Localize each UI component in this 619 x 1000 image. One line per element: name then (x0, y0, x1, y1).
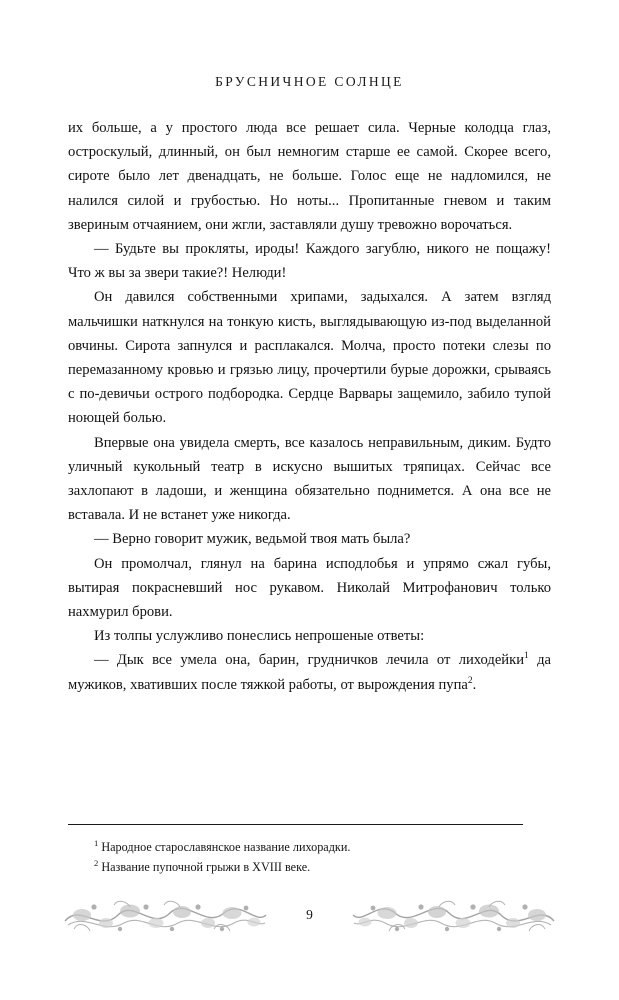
body-text (68, 116, 551, 697)
footnote-1-marker: 1 (94, 837, 99, 848)
paragraph-5: — Верно говорит мужик, ведьмой твоя мать была? (94, 531, 411, 548)
page-number: 9 (306, 907, 313, 922)
footnote-1 (68, 838, 551, 858)
footnote-marker-2: 2 (467, 675, 473, 686)
paragraph-8-with-footnotes (68, 648, 551, 696)
paragraph-8-text-before: — Дык все умела она, барин, грудничков лечила от лиходейки (94, 652, 525, 669)
footnote-marker-1: 1 (524, 651, 529, 662)
paragraph-6: Он промолчал, глянул на барина исподлобья и упрямо сжал губы, вытирая покрасневший нос рукавом. Николай Митрофанович только нахмурил брови. (68, 555, 551, 621)
paragraph-1: их больше, а у простого люда все решает сила. Черные колодца глаз, остроскулый, длинный, он был немногим старше ее самой. Скорее всего, сироте было лет двенадцать, не больше. Голос еще не надломился, не налился силой и грубостью. Но ноты... Пропитанные гневом и таким звериным отчаянием, они жгли, заставляли душу тревожно ворочаться. (68, 120, 551, 233)
paragraph-7: Из толпы услужливо понеслись непрошеные ответы: (94, 628, 425, 645)
page-footer (0, 895, 619, 951)
footnote-area (68, 824, 551, 877)
floral-ornament-right-icon (349, 895, 559, 937)
paragraph-3: Он давился собственными хрипами, задыхался. А затем взгляд мальчишки наткнулся на тонкую кисть, выглядывающую из-под выделанной овчины. Сирота запнулся и расплакался. Молча, просто потеки слезы по перемазанному кровью и грязью лицу, прочертили бурые дорожки, срываясь с по-девичьи острого подбородка. Сердце Варвары защемило, забило тупой ноющей болью. (68, 289, 551, 427)
footnote-2 (68, 858, 551, 878)
paragraph-8-text-middle: да мужиков, хвативших после тяжкой работы, от вырождения пупа (68, 652, 551, 693)
paragraph-4: Впервые она увидела смерть, все казалось неправильным, диким. Будто уличный кукольный театр в искусно вышитых тряпицах. Сейчас все захлопают в ладоши, и женщина обязательно поднимется. А она все не вставала. И не встанет уже никогда. (68, 434, 551, 524)
footnote-2-text: Название пупочной грыжи в XVIII веке. (98, 859, 311, 874)
footnote-separator-rule (68, 824, 523, 825)
footnote-2-marker: 2 (94, 857, 99, 868)
footnote-1-text: Народное старославянское название лихорадки. (98, 840, 351, 854)
running-head: БРУСНИЧНОЕ СОЛНЦЕ (215, 74, 404, 89)
paragraph-2: — Будьте вы прокляты, ироды! Каждого загублю, никого не пощажу! Что ж вы за звери такие?! Нелюди! (68, 241, 551, 282)
paragraph-8-text-after: . (472, 676, 477, 693)
